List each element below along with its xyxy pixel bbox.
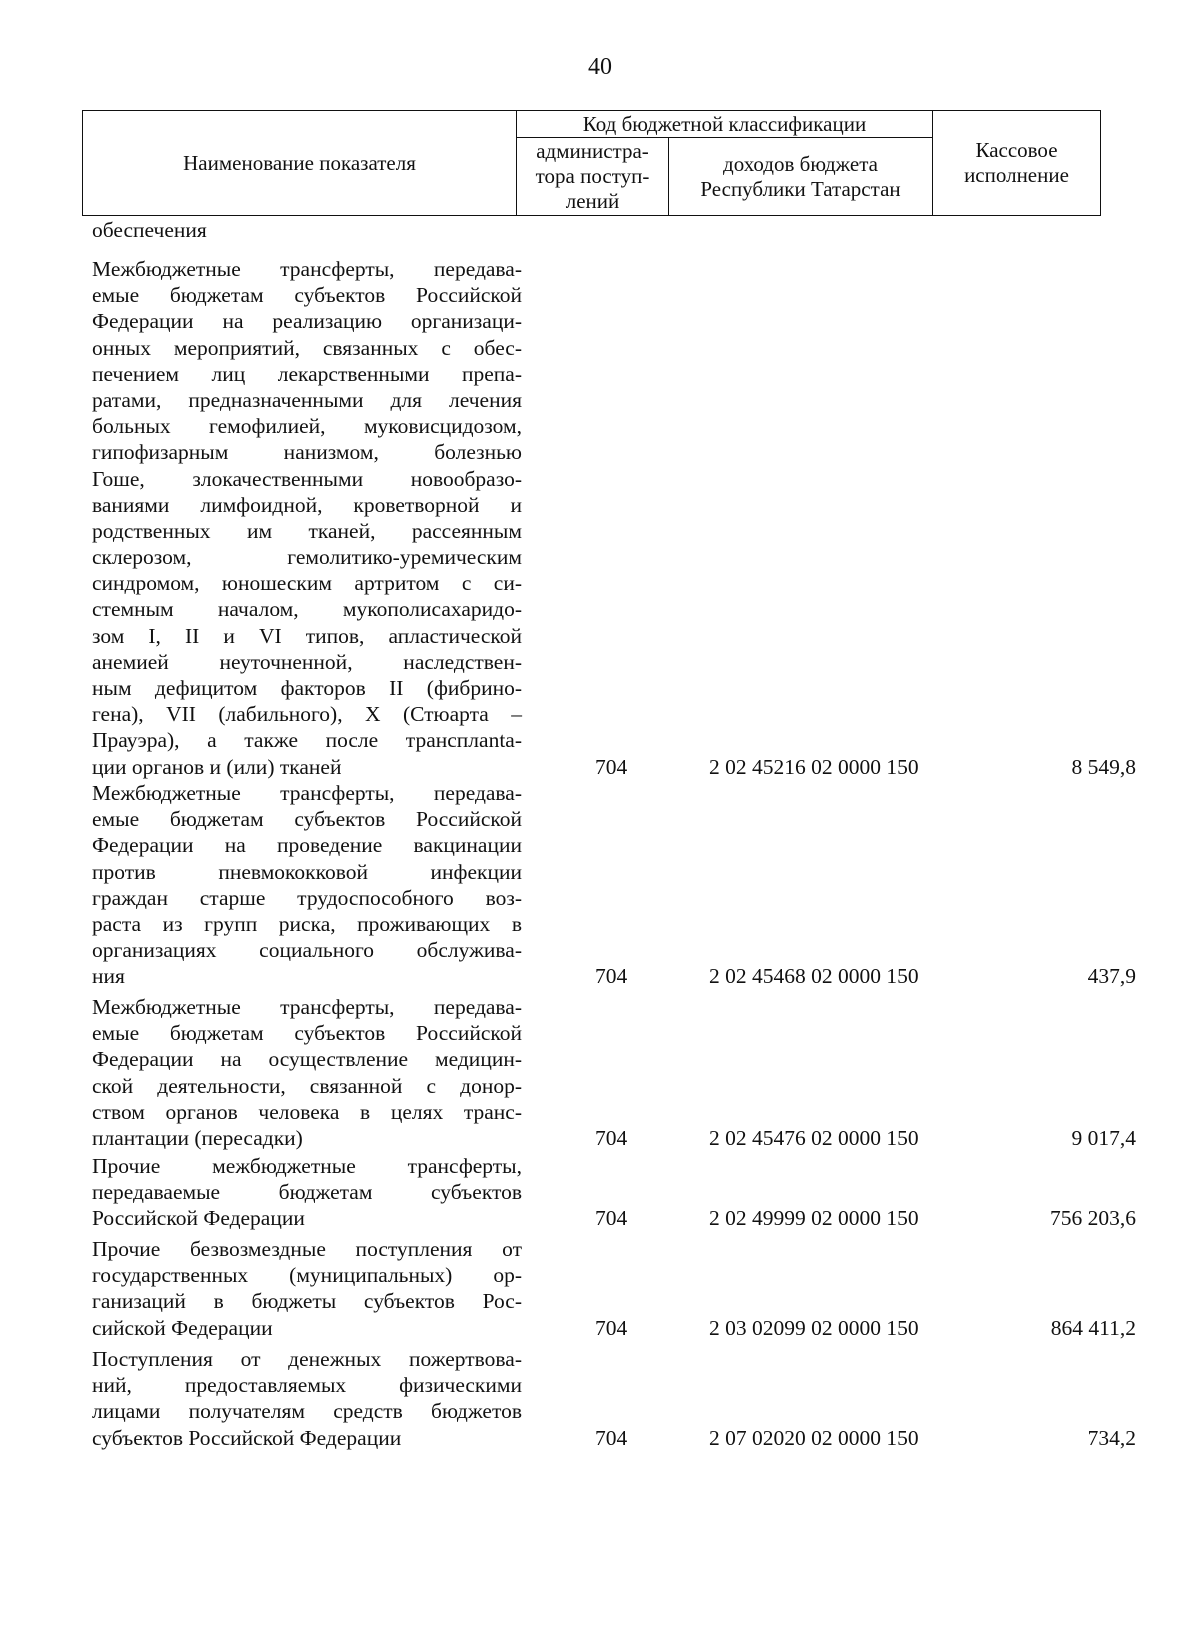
- indicator-name-line: субъектов Российской Федерации: [92, 1425, 402, 1450]
- indicator-name-line: емые бюджетам субъектов Российской: [92, 283, 522, 308]
- indicator-name-line: анемией неуточненной, наследствен-: [92, 649, 522, 674]
- indicator-name-line: лицами получателям средств бюджетов: [92, 1399, 522, 1424]
- indicator-name-line: емые бюджетам субъектов Российской: [92, 807, 522, 832]
- indicator-name-line: Межбюджетные трансферты, передава-: [92, 257, 522, 281]
- table-row: [0, 1346, 1200, 1451]
- indicator-name: [92, 217, 522, 243]
- header-cash-execution: Кассовое исполнение: [933, 111, 1101, 216]
- cash-execution-amount: 9 017,4: [1071, 1125, 1136, 1150]
- indicator-name-line: Федерации на проведение вакцинации: [92, 833, 522, 858]
- indicator-name-line: сийской Федерации: [92, 1315, 273, 1340]
- header-name-column: Наименование показателя: [83, 111, 517, 216]
- header-administrator-code: администра- тора поступ- лений: [517, 138, 669, 216]
- administrator-code: 704: [595, 1315, 628, 1340]
- cash-execution-amount: 437,9: [1087, 964, 1136, 989]
- indicator-name-line: стемным началом, мукополисахаридо-: [92, 597, 522, 622]
- cash-execution-amount: 8 549,8: [1071, 754, 1136, 779]
- table-row: [0, 780, 1200, 990]
- indicator-name-line: Прочие безвозмездные поступления от: [92, 1237, 522, 1261]
- table-row: [0, 1153, 1200, 1232]
- indicator-name-line: ратами, предназначенными для лечения: [92, 387, 522, 412]
- revenue-code: 2 02 45216 02 0000 150: [709, 754, 919, 779]
- page-number: 40: [588, 54, 612, 80]
- indicator-name-line: против пневмококковой инфекции: [92, 859, 522, 884]
- revenue-code: 2 03 02099 02 0000 150: [709, 1315, 919, 1340]
- indicator-name-line: Российской Федерации: [92, 1206, 305, 1231]
- table-row: [0, 256, 1200, 780]
- indicator-name: [92, 1346, 522, 1451]
- indicator-name-line: Федерации на реализацию организаци-: [92, 309, 522, 334]
- indicator-name-line: ний, предоставляемых физическими: [92, 1373, 522, 1398]
- indicator-name: [92, 994, 522, 1151]
- header-revenue-code: доходов бюджета Республики Татарстан: [669, 138, 933, 216]
- revenue-code: 2 02 45468 02 0000 150: [709, 964, 919, 989]
- table-row: [0, 217, 1200, 243]
- indicator-name-line: склерозом, гемолитико-уремическим: [92, 545, 522, 570]
- indicator-name-line: ния: [92, 964, 125, 989]
- indicator-name-line: Гоше, злокачественными новообразо-: [92, 466, 522, 491]
- indicator-name-line: обеспечения: [92, 218, 207, 242]
- indicator-name-line: печением лиц лекарственными препа-: [92, 361, 522, 386]
- indicator-name-line: ством органов человека в целях транс-: [92, 1099, 522, 1124]
- indicator-name-line: Межбюджетные трансферты, передава-: [92, 995, 522, 1019]
- administrator-code: 704: [595, 754, 628, 779]
- administrator-code: 704: [595, 1206, 628, 1231]
- administrator-code: 704: [595, 964, 628, 989]
- indicator-name-line: ганизаций в бюджеты субъектов Рос-: [92, 1289, 522, 1314]
- revenue-code: 2 02 45476 02 0000 150: [709, 1125, 919, 1150]
- indicator-name: [92, 256, 522, 780]
- indicator-name-line: зом I, II и VI типов, апластической: [92, 623, 522, 648]
- revenue-code: 2 02 49999 02 0000 150: [709, 1206, 919, 1231]
- indicator-name-line: ской деятельности, связанной с донор-: [92, 1073, 522, 1098]
- indicator-name-line: государственных (муниципальных) ор-: [92, 1263, 522, 1288]
- indicator-name-line: передаваемые бюджетам субъектов: [92, 1180, 522, 1205]
- indicator-name-line: больных гемофилией, муковисцидозом,: [92, 414, 522, 439]
- indicator-name-line: ным дефицитом факторов II (фибрино-: [92, 676, 522, 700]
- indicator-name: [92, 1236, 522, 1341]
- cash-execution-amount: 756 203,6: [1050, 1206, 1136, 1231]
- cash-execution-amount: 734,2: [1087, 1425, 1136, 1450]
- administrator-code: 704: [595, 1125, 628, 1150]
- indicator-name-line: Федерации на осуществление медицин-: [92, 1047, 522, 1072]
- indicator-name-line: Прочие межбюджетные трансферты,: [92, 1154, 522, 1178]
- indicator-name-line: онных мероприятий, связанных с обес-: [92, 335, 522, 360]
- table-header: [82, 110, 1101, 216]
- indicator-name-line: Прауэра), а также после трансплanta-: [92, 728, 522, 753]
- indicator-name: [92, 1153, 522, 1232]
- indicator-name-line: емые бюджетам субъектов Российской: [92, 1021, 522, 1046]
- revenue-code: 2 07 02020 02 0000 150: [709, 1425, 919, 1450]
- indicator-name-line: плантации (пересадки): [92, 1125, 303, 1150]
- cash-execution-amount: 864 411,2: [1050, 1315, 1136, 1340]
- indicator-name-line: ваниями лимфоидной, кроветворной и: [92, 492, 522, 517]
- indicator-name-line: синдромом, юношеским артритом с си-: [92, 571, 522, 596]
- indicator-name-line: организациях социального обслужива-: [92, 938, 522, 963]
- header-classification-group: Код бюджетной классификации: [517, 111, 933, 138]
- indicator-name: [92, 780, 522, 990]
- indicator-name-line: Межбюджетные трансферты, передава-: [92, 781, 522, 805]
- indicator-name-line: родственных им тканей, рассеянным: [92, 518, 522, 543]
- indicator-name-line: граждан старше трудоспособного воз-: [92, 885, 522, 910]
- table-row: [0, 994, 1200, 1151]
- indicator-name-line: Поступления от денежных пожертвова-: [92, 1347, 522, 1371]
- administrator-code: 704: [595, 1425, 628, 1450]
- indicator-name-line: раста из групп риска, проживающих в: [92, 911, 522, 936]
- indicator-name-line: гена), VII (лабильного), X (Стюарта –: [92, 702, 522, 727]
- indicator-name-line: ции органов и (или) тканей: [92, 754, 342, 779]
- indicator-name-line: гипофизарным нанизмом, болезнью: [92, 440, 522, 465]
- table-row: [0, 1236, 1200, 1341]
